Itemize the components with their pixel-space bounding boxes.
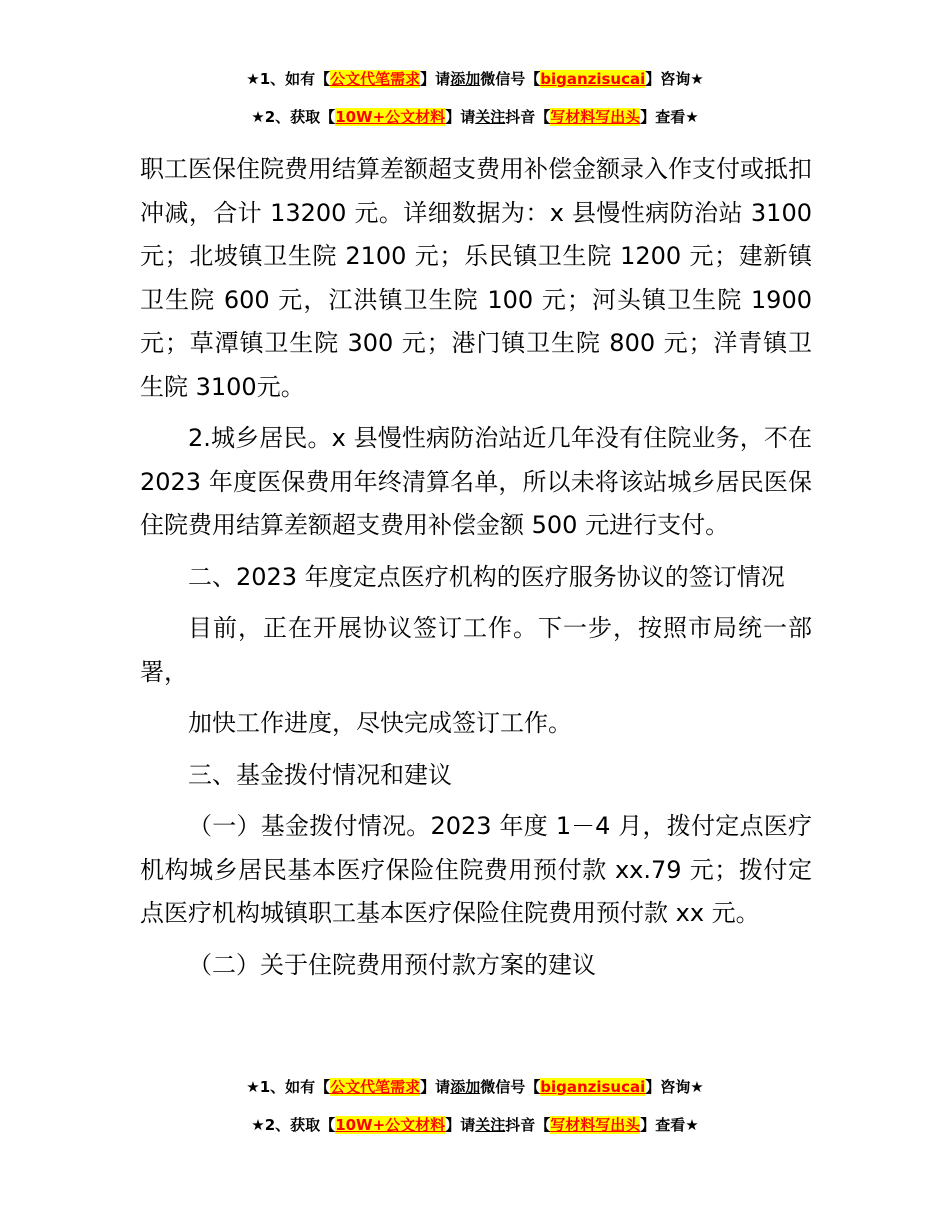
promo-highlight-materials: 10W+公文材料 (335, 1116, 446, 1134)
promo-text: 】请 (420, 70, 451, 88)
promo-emphasis: 添加 (450, 70, 481, 88)
promo-highlight-wechat-id: biganzisucai (540, 1078, 646, 1096)
header-promo-line-1 (0, 69, 950, 89)
promo-text: 抖音【 (505, 1116, 551, 1134)
paragraph-speed-up-work: 加快工作进度，尽快完成签订工作。 (188, 709, 572, 737)
promo-text: 微信号【 (480, 1078, 541, 1096)
promo-text: ★2、获取【 (251, 1116, 336, 1134)
promo-highlight-service: 公文代笔需求 (330, 70, 421, 88)
promo-highlight-douyin: 写材料写出头 (550, 108, 641, 126)
promo-highlight-service: 公文代笔需求 (330, 1078, 421, 1096)
promo-highlight-materials: 10W+公文材料 (335, 108, 446, 126)
promo-text: 】查看★ (640, 1116, 699, 1134)
promo-highlight-douyin: 写材料写出头 (550, 1116, 641, 1134)
subheading-prepayment-suggestion: （二）关于住院费用预付款方案的建议 (188, 950, 596, 979)
footer-promo-line-2 (0, 1115, 950, 1135)
promo-text: 】请 (445, 1116, 476, 1134)
document-body (140, 148, 812, 987)
promo-text: ★1、如有【 (246, 1078, 331, 1096)
promo-text: ★1、如有【 (246, 70, 331, 88)
promo-emphasis: 关注 (475, 108, 506, 126)
promo-emphasis: 添加 (450, 1078, 481, 1096)
promo-highlight-wechat-id: biganzisucai (540, 70, 646, 88)
promo-text: 抖音【 (505, 108, 551, 126)
paragraph-agreement-progress: 目前，正在开展协议签订工作。下一步，按照市局统一部署， (140, 614, 812, 686)
promo-text: 】咨询★ (645, 70, 704, 88)
header-promo-line-2 (0, 107, 950, 127)
promo-text: 微信号【 (480, 70, 541, 88)
footer-promo-line-1 (0, 1077, 950, 1097)
promo-emphasis: 关注 (475, 1116, 506, 1134)
promo-text: 】请 (445, 108, 476, 126)
paragraph-urban-rural-residents: 2.城乡居民。x 县慢性病防治站近几年没有住院业务，不在 2023 年度医保费用年终清算名单，所以未将该站城乡居民医保住院费用结算差额超支费用补偿金额 500 元进行支付。 (140, 424, 812, 539)
section-heading-agreements: 二、2023 年度定点医疗机构的医疗服务协议的签订情况 (188, 562, 785, 591)
paragraph-fund-allocation-status: （一）基金拨付情况。2023 年度 1－4 月，拨付定点医疗机构城乡居民基本医疗保险住院费用预付款 xx.79 元；拨付定点医疗机构城镇职工基本医疗保险住院费用预付款 xx 元。 (140, 812, 812, 927)
promo-text: 】咨询★ (645, 1078, 704, 1096)
promo-text: ★2、获取【 (251, 108, 336, 126)
paragraph-employee-settlement: 职工医保住院费用结算差额超支费用补偿金额录入作支付或抵扣冲减，合计 13200 元。详细数据为：x 县慢性病防治站 3100 元；北坡镇卫生院 2100 元；乐民镇卫生院 1200 元；建新镇卫生院 600 元，江洪镇卫生院 100 元；河头镇卫生院 1900 元；草潭镇卫生院 300 元；港门镇卫生院 800 元；洋青镇卫生院 3100元。 (140, 155, 812, 401)
section-heading-fund-allocation: 三、基金拨付情况和建议 (188, 760, 452, 789)
promo-text: 】查看★ (640, 108, 699, 126)
promo-text: 】请 (420, 1078, 451, 1096)
